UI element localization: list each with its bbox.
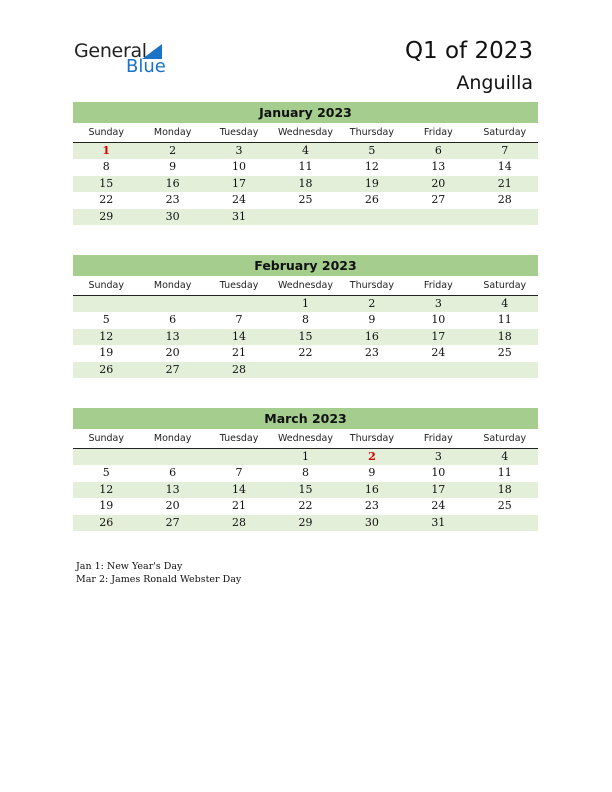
day-cell (139, 296, 205, 312)
weekday-label: Sunday (88, 127, 124, 138)
day-cell: 19 (364, 176, 379, 190)
day-cell: 15 (298, 329, 313, 343)
day-cell: 26 (99, 515, 114, 529)
day-cell (206, 449, 272, 465)
day-cell: 5 (102, 466, 110, 480)
weekday-header-row (73, 278, 538, 296)
day-cell: 8 (102, 160, 110, 174)
day-cell (272, 209, 338, 225)
day-cell: 1 (301, 297, 309, 310)
weekday-label: Saturday (483, 280, 527, 291)
weekday-label: Thursday (349, 433, 394, 444)
week-row (73, 143, 538, 159)
day-cell: 7 (235, 466, 243, 480)
holiday-note: Jan 1: New Year's Day (76, 561, 183, 572)
day-cell: 20 (431, 176, 446, 190)
week-row (73, 345, 538, 361)
day-cell: 4 (301, 144, 309, 157)
day-cell: 6 (434, 144, 442, 157)
day-cell: 11 (298, 160, 313, 174)
weekday-label: Monday (153, 127, 192, 138)
day-cell: 4 (501, 297, 509, 310)
weekday-label: Saturday (483, 433, 527, 444)
month-calendar (73, 102, 538, 225)
weekday-label: Wednesday (277, 127, 333, 138)
day-cell (73, 296, 139, 312)
month-calendar (73, 408, 538, 531)
weekday-label: Friday (423, 280, 453, 291)
week-row (73, 329, 538, 345)
day-cell: 22 (298, 346, 313, 360)
day-cell: 27 (431, 193, 446, 207)
day-cell: 24 (232, 193, 247, 207)
day-cell: 13 (165, 329, 180, 343)
week-row (73, 515, 538, 531)
day-cell: 13 (431, 160, 446, 174)
day-cell: 24 (431, 346, 446, 360)
day-cell: 18 (298, 176, 313, 190)
week-row (73, 449, 538, 465)
week-row (73, 362, 538, 378)
day-cell (472, 515, 538, 531)
day-cell: 22 (99, 193, 114, 207)
day-cell: 13 (165, 482, 180, 496)
day-cell: 2 (368, 450, 376, 463)
generalblue-logo (74, 40, 174, 80)
weekday-label: Monday (153, 433, 192, 444)
holiday-notes (76, 560, 241, 586)
country-name: Anguilla (456, 72, 533, 94)
day-cell (272, 362, 338, 378)
day-cell: 14 (232, 482, 247, 496)
day-cell: 28 (232, 362, 247, 376)
holiday-note: Mar 2: James Ronald Webster Day (76, 574, 242, 585)
day-cell: 7 (235, 313, 243, 327)
day-cell: 25 (497, 499, 512, 513)
week-row (73, 465, 538, 481)
day-cell: 16 (364, 482, 379, 496)
day-cell: 25 (497, 346, 512, 360)
day-cell: 17 (232, 176, 247, 190)
weekday-label: Wednesday (277, 280, 333, 291)
weekday-label: Friday (423, 433, 453, 444)
day-cell (73, 449, 139, 465)
day-cell: 23 (364, 346, 379, 360)
day-cell: 22 (298, 499, 313, 513)
day-cell (339, 362, 405, 378)
month-calendar (73, 255, 538, 378)
day-cell: 25 (298, 193, 313, 207)
weekday-label: Sunday (88, 433, 124, 444)
day-cell: 1 (102, 144, 111, 157)
weekday-label: Monday (153, 280, 192, 291)
day-cell: 11 (497, 466, 512, 480)
logo-general-text: General (74, 40, 147, 62)
day-cell: 23 (364, 499, 379, 513)
day-cell: 27 (165, 515, 180, 529)
week-row (73, 159, 538, 175)
day-cell: 10 (431, 466, 446, 480)
day-cell: 11 (497, 313, 512, 327)
week-row (73, 296, 538, 312)
day-cell: 2 (169, 144, 177, 157)
day-cell (339, 209, 405, 225)
day-cell: 14 (497, 160, 512, 174)
day-cell: 12 (99, 329, 114, 343)
weekday-label: Wednesday (277, 433, 333, 444)
day-cell: 16 (364, 329, 379, 343)
day-cell: 19 (99, 499, 114, 513)
day-cell: 6 (169, 466, 177, 480)
page-title: Q1 of 2023 (404, 38, 533, 64)
day-cell (405, 362, 471, 378)
day-cell: 20 (165, 346, 180, 360)
day-cell: 10 (431, 313, 446, 327)
day-cell: 20 (165, 499, 180, 513)
day-cell: 3 (434, 297, 442, 310)
day-cell: 19 (99, 346, 114, 360)
day-cell: 1 (301, 450, 309, 463)
day-cell: 2 (368, 297, 376, 310)
logo-blue-text: Blue (126, 56, 166, 77)
month-title: January 2023 (73, 102, 538, 123)
day-cell: 8 (301, 466, 309, 480)
day-cell: 8 (301, 313, 309, 327)
day-cell (206, 296, 272, 312)
day-cell: 31 (431, 515, 446, 529)
day-cell (472, 362, 538, 378)
day-cell: 18 (497, 482, 512, 496)
day-cell: 18 (497, 329, 512, 343)
week-row (73, 192, 538, 208)
week-row (73, 482, 538, 498)
day-cell: 16 (165, 176, 180, 190)
week-row (73, 312, 538, 328)
weekday-label: Tuesday (219, 127, 259, 138)
day-cell: 3 (434, 450, 442, 463)
day-cell: 21 (232, 346, 247, 360)
day-cell: 5 (102, 313, 110, 327)
day-cell: 30 (165, 209, 180, 223)
week-row (73, 209, 538, 225)
day-cell: 30 (364, 515, 379, 529)
day-cell: 9 (368, 466, 376, 480)
day-cell: 5 (368, 144, 376, 157)
month-title: February 2023 (73, 255, 538, 276)
day-cell (139, 449, 205, 465)
day-cell: 4 (501, 450, 509, 463)
weekday-label: Sunday (88, 280, 124, 291)
weekday-label: Saturday (483, 127, 527, 138)
day-cell: 9 (169, 160, 177, 174)
day-cell: 26 (364, 193, 379, 207)
day-cell: 23 (165, 193, 180, 207)
day-cell: 31 (232, 209, 247, 223)
month-title: March 2023 (73, 408, 538, 429)
day-cell: 24 (431, 499, 446, 513)
weekday-label: Friday (423, 127, 453, 138)
day-cell: 29 (298, 515, 313, 529)
day-cell: 21 (497, 176, 512, 190)
day-cell (472, 209, 538, 225)
weekday-label: Thursday (349, 127, 394, 138)
week-row (73, 176, 538, 192)
day-cell: 6 (169, 313, 177, 327)
day-cell (405, 209, 471, 225)
day-cell: 12 (99, 482, 114, 496)
day-cell: 26 (99, 362, 114, 376)
day-cell: 28 (232, 515, 247, 529)
weekday-header-row (73, 125, 538, 143)
day-cell: 29 (99, 209, 114, 223)
day-cell: 21 (232, 499, 247, 513)
day-cell: 17 (431, 482, 446, 496)
day-cell: 15 (298, 482, 313, 496)
weekday-header-row (73, 431, 538, 449)
day-cell: 17 (431, 329, 446, 343)
day-cell: 3 (235, 144, 243, 157)
day-cell: 14 (232, 329, 247, 343)
day-cell: 9 (368, 313, 376, 327)
day-cell: 15 (99, 176, 114, 190)
day-cell: 27 (165, 362, 180, 376)
weekday-label: Tuesday (219, 280, 259, 291)
day-cell: 12 (364, 160, 379, 174)
weekday-label: Thursday (349, 280, 394, 291)
day-cell: 7 (501, 144, 509, 157)
day-cell: 28 (497, 193, 512, 207)
weekday-label: Tuesday (219, 433, 259, 444)
week-row (73, 498, 538, 514)
day-cell: 10 (232, 160, 247, 174)
